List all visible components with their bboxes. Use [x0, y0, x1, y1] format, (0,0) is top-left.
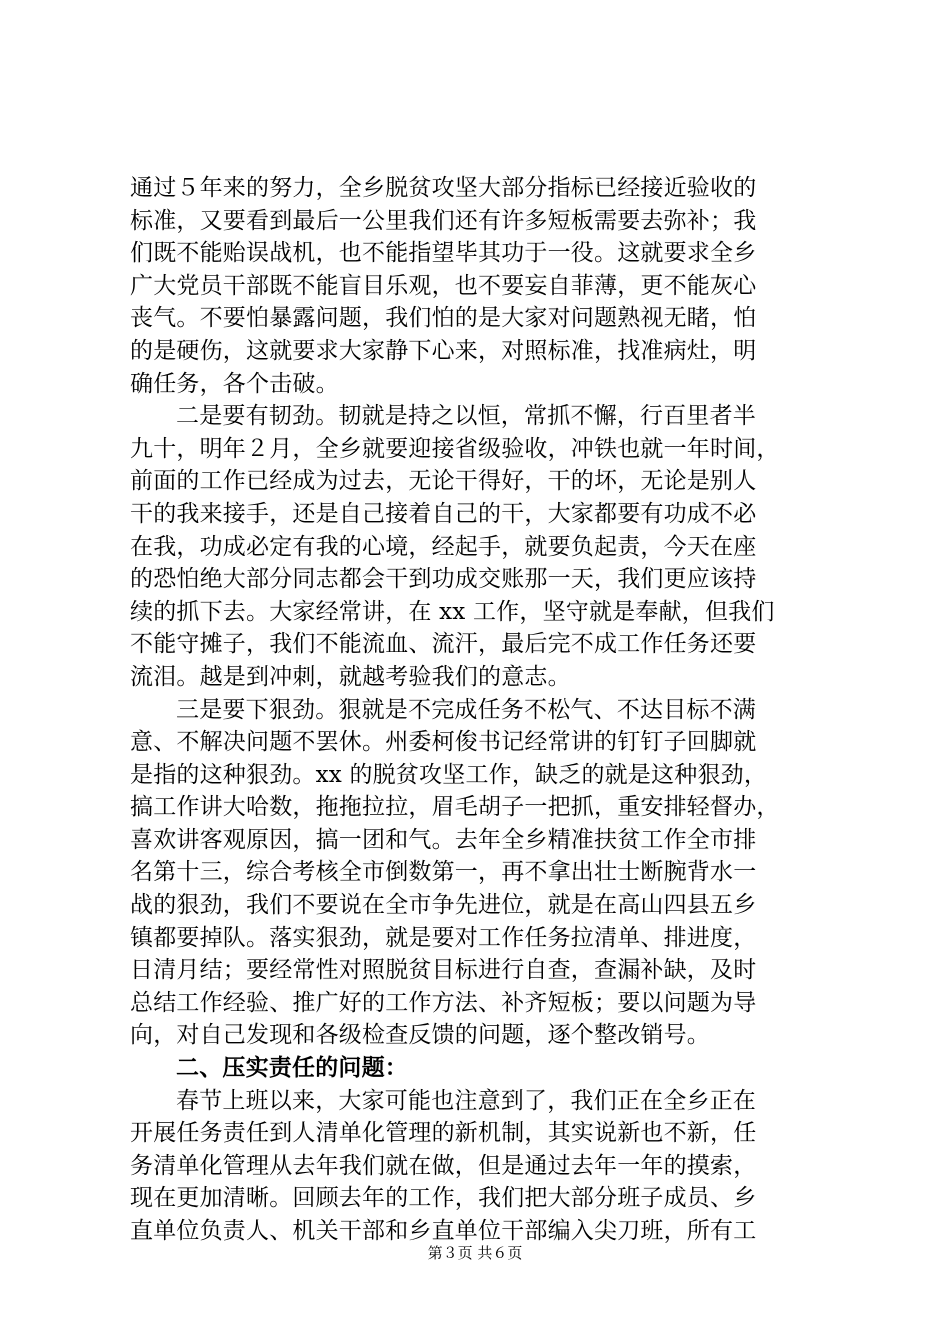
text-line: 开展任务责任到人清单化管理的新机制，其实说新也不新，任: [130, 1120, 757, 1147]
text-line: 现在更加清晰。回顾去年的工作，我们把大部分班子成员、乡: [130, 1185, 757, 1212]
document-body: [130, 172, 830, 1248]
section-heading: 二、压实责任的问题：: [176, 1055, 408, 1082]
text-line: 确任务，各个击破。: [130, 370, 339, 397]
text-line: 在我，功成必定有我的心境，经起手，就要负起责，今天在座: [130, 533, 757, 560]
text-line: 前面的工作已经成为过去，无论干得好，干的坏，无论是别人: [130, 468, 757, 495]
text-line: 九十，明年２月，全乡就要迎接省级验收，冲铁也就一年时间，: [130, 435, 780, 462]
text-line: 二是要有韧劲。韧就是持之以恒，常抓不懈，行百里者半: [176, 403, 756, 430]
text-line: 搞工作讲大哈数，拖拖拉拉，眉毛胡子一把抓，重安排轻督办，: [130, 794, 780, 821]
text-line: 丧气。不要怕暴露问题，我们怕的是大家对问题熟视无睹，怕: [130, 305, 757, 332]
text-line: 总结工作经验、推广好的工作方法、补齐短板；要以问题为导: [130, 989, 757, 1016]
text-line: 干的我来接手，还是自己接着自己的干，大家都要有功成不必: [130, 500, 757, 527]
text-line: 春节上班以来，大家可能也注意到了，我们正在全乡正在: [176, 1087, 756, 1114]
text-line: 标准，又要看到最后一公里我们还有许多短板需要去弥补；我: [130, 207, 757, 234]
text-line: 通过５年来的努力，全乡脱贫攻坚大部分指标已经接近验收的: [130, 175, 757, 201]
text-line: 的是硬伤，这就要求大家静下心来，对照标准，找准病灶，明: [130, 337, 757, 364]
text-line: 们既不能贻误战机，也不能指望毕其功于一役。这就要求全乡: [130, 240, 757, 267]
text-line: 续的抓下去。大家经常讲，在 xx 工作，坚守就是奉献，但我们: [130, 598, 775, 625]
text-line: 日清月结；要经常性对照脱贫目标进行自查，查漏补缺，及时: [130, 957, 757, 984]
page-footer: 第３页 共６页: [427, 1244, 523, 1262]
text-line: 流泪。越是到冲刺，就越考验我们的意志。: [130, 663, 571, 690]
text-line: 意、不解决问题不罢休。州委柯俊书记经常讲的钉钉子回脚就: [130, 729, 757, 756]
text-line: 不能守摊子，我们不能流血、流汗，最后完不成工作任务还要: [130, 631, 757, 658]
text-line: 三是要下狠劲。狠就是不完成任务不松气、不达目标不满: [176, 696, 756, 723]
text-line: 务清单化管理从去年我们就在做，但是通过去年一年的摸索，: [130, 1152, 757, 1179]
text-line: 战的狠劲，我们不要说在全市争先进位，就是在高山四县五乡: [130, 892, 757, 919]
text-line: 喜欢讲客观原因，搞一团和气。去年全乡精准扶贫工作全市排: [130, 826, 757, 853]
text-line: 镇都要掉队。落实狠劲，就是要对工作任务拉清单、排进度，: [130, 924, 757, 951]
text-line: 是指的这种狠劲。xx 的脱贫攻坚工作，缺乏的就是这种狠劲，: [130, 761, 768, 788]
text-line: 广大党员干部既不能盲目乐观，也不要妄自菲薄，更不能灰心: [130, 272, 757, 299]
text-line: 向，对自己发现和各级检查反馈的问题，逐个整改销号。: [130, 1022, 710, 1049]
text-line: 直单位负责人、机关干部和乡直单位干部编入尖刀班，所有工: [130, 1218, 757, 1244]
text-line: 名第十三，综合考核全市倒数第一，再不拿出壮士断腕背水一: [130, 859, 757, 886]
text-line: 的恐怕绝大部分同志都会干到功成交账那一天，我们更应该持: [130, 566, 757, 593]
